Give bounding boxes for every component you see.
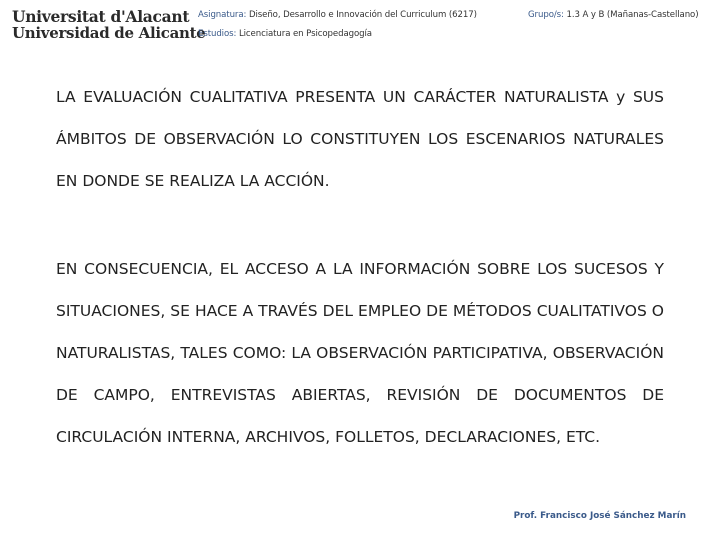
estudios-info xyxy=(198,29,372,39)
estudios-label: Estudios: xyxy=(198,29,237,39)
grupo-value: 1.3 A y B (Mañanas-Castellano) xyxy=(566,10,699,20)
logo-line-spanish: Universidad de Alicante xyxy=(12,24,206,42)
paragraph-metodos: EN CONSECUENCIA, EL ACCESO A LA INFORMACIÓN SOBRE LOS SUCESOS Y SITUACIONES, SE HACE A TRAVÉS DEL EMPLEO DE MÉTODOS CUALITATIVOS O NATURALISTAS, TALES COMO: LA OBSERVACIÓN PARTICIPATIVA, OBSERVACIÓN DE CAMPO, ENTREVISTAS ABIERTAS, REVISIÓN DE DOCUMENTOS DE CIRCULACIÓN INTERNA, ARCHIVOS, FOLLETOS, DECLARACIONES, ETC. xyxy=(56,260,664,446)
grupo-label: Grupo/s: xyxy=(528,10,564,20)
logo-text xyxy=(12,8,206,42)
university-logo xyxy=(6,6,206,44)
grupo-info xyxy=(528,10,698,20)
paragraph-naturalista: LA EVALUACIÓN CUALITATIVA PRESENTA UN CARÁCTER NATURALISTA y SUS ÁMBITOS DE OBSERVACIÓN LO CONSTITUYEN LOS ESCENARIOS NATURALES EN DONDE SE REALIZA LA ACCIÓN. xyxy=(56,88,664,190)
asignatura-value: Diseño, Desarrollo e Innovación del Curriculum (6217) xyxy=(248,10,477,20)
asignatura-info xyxy=(198,10,477,20)
logo-line-valencian: Universitat d'Alacant xyxy=(12,7,190,26)
author-credit: Prof. Francisco José Sánchez Marín xyxy=(513,511,686,521)
estudios-value: Licenciatura en Psicopedagogía xyxy=(238,29,372,39)
asignatura-label: Asignatura: xyxy=(198,10,247,20)
